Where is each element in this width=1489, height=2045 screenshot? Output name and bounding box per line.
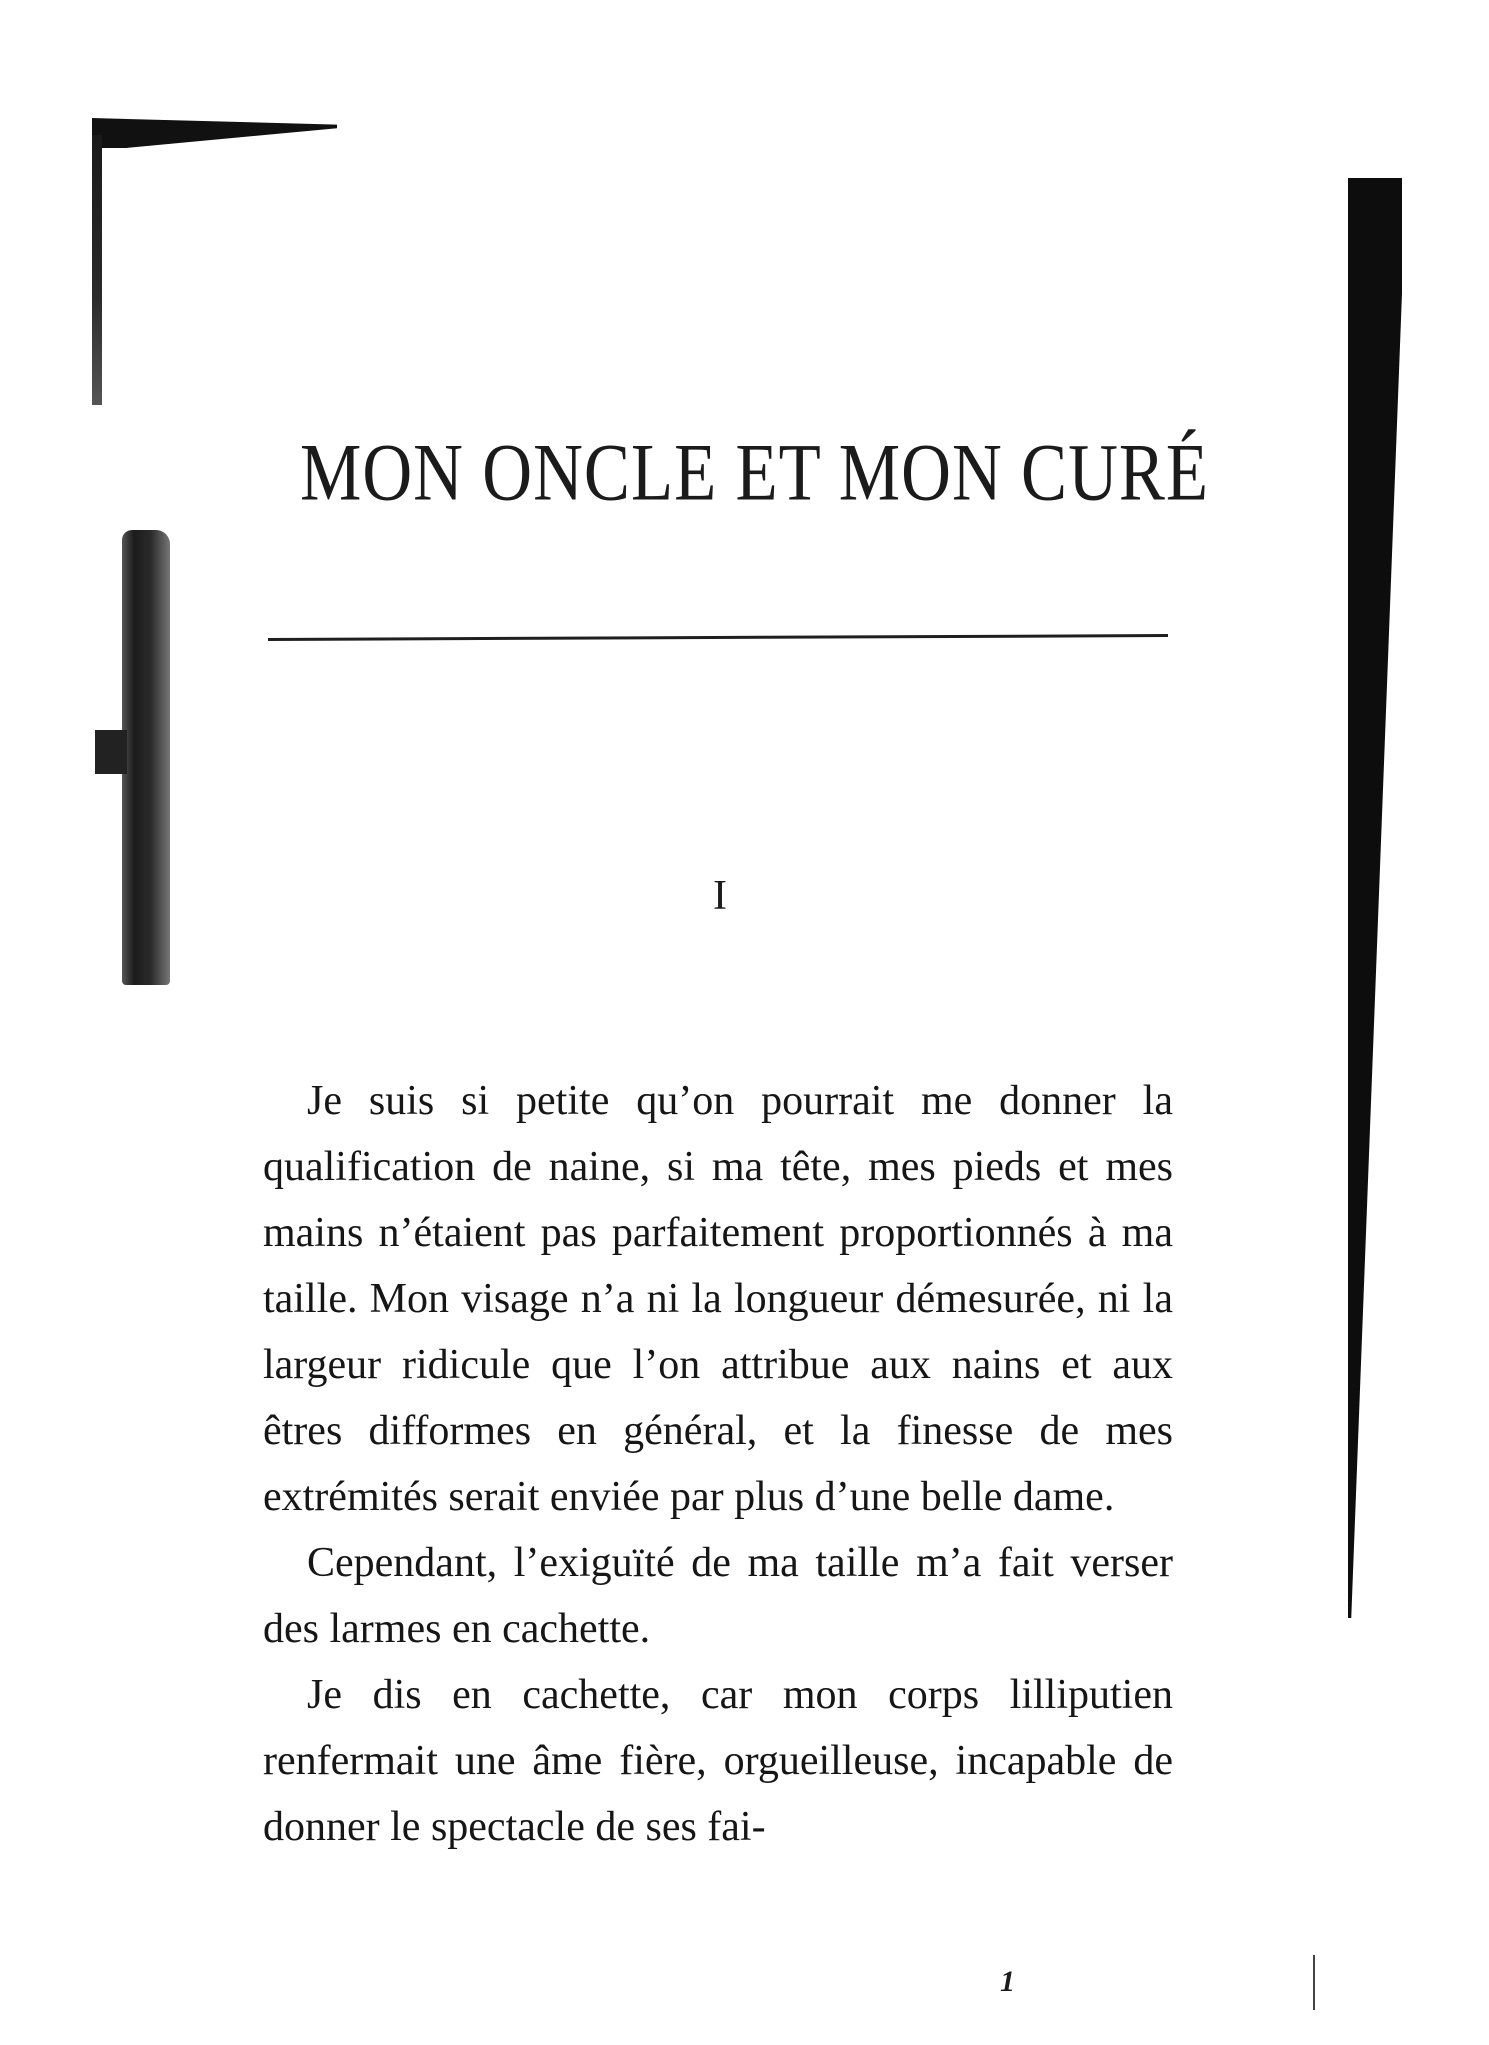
- scan-left-edge-line: [92, 135, 102, 405]
- chapter-number: I: [713, 873, 727, 919]
- signature-mark: 1: [1000, 1965, 1015, 1998]
- scan-left-edge-notch: [95, 730, 127, 774]
- scan-left-edge-bar: [122, 530, 170, 985]
- scan-corner-shadow: [92, 118, 337, 148]
- paragraph-1: Je suis si petite qu’on pourrait me donner la qualification de naine, si ma tête, mes pieds et mes mains n’étaient pas parfaitement proportionnés à ma taille. Mon visage n’a ni la longueur démesurée, ni la largeur ridicule que l’on attribue aux nains et aux êtres difformes en général, et la finesse de mes extrémités serait enviée par plus d’une belle dame.: [263, 1078, 1173, 1520]
- scan-right-edge-tick: [1313, 1955, 1315, 2010]
- paragraph-2: Cependant, l’exiguïté de ma taille m’a fait verser des larmes en cachette.: [263, 1540, 1173, 1652]
- paragraph-3: Je dis en cachette, car mon corps lilliputien renfermait une âme fière, orgueilleuse, incapable de donner le spectacle de ses fai-: [263, 1672, 1173, 1850]
- page-title: MON ONCLE ET MON CURÉ: [300, 427, 1210, 517]
- scan-right-edge-bar: [1348, 178, 1402, 1618]
- title-rule: [268, 634, 1168, 641]
- body-text: [263, 1068, 1173, 1860]
